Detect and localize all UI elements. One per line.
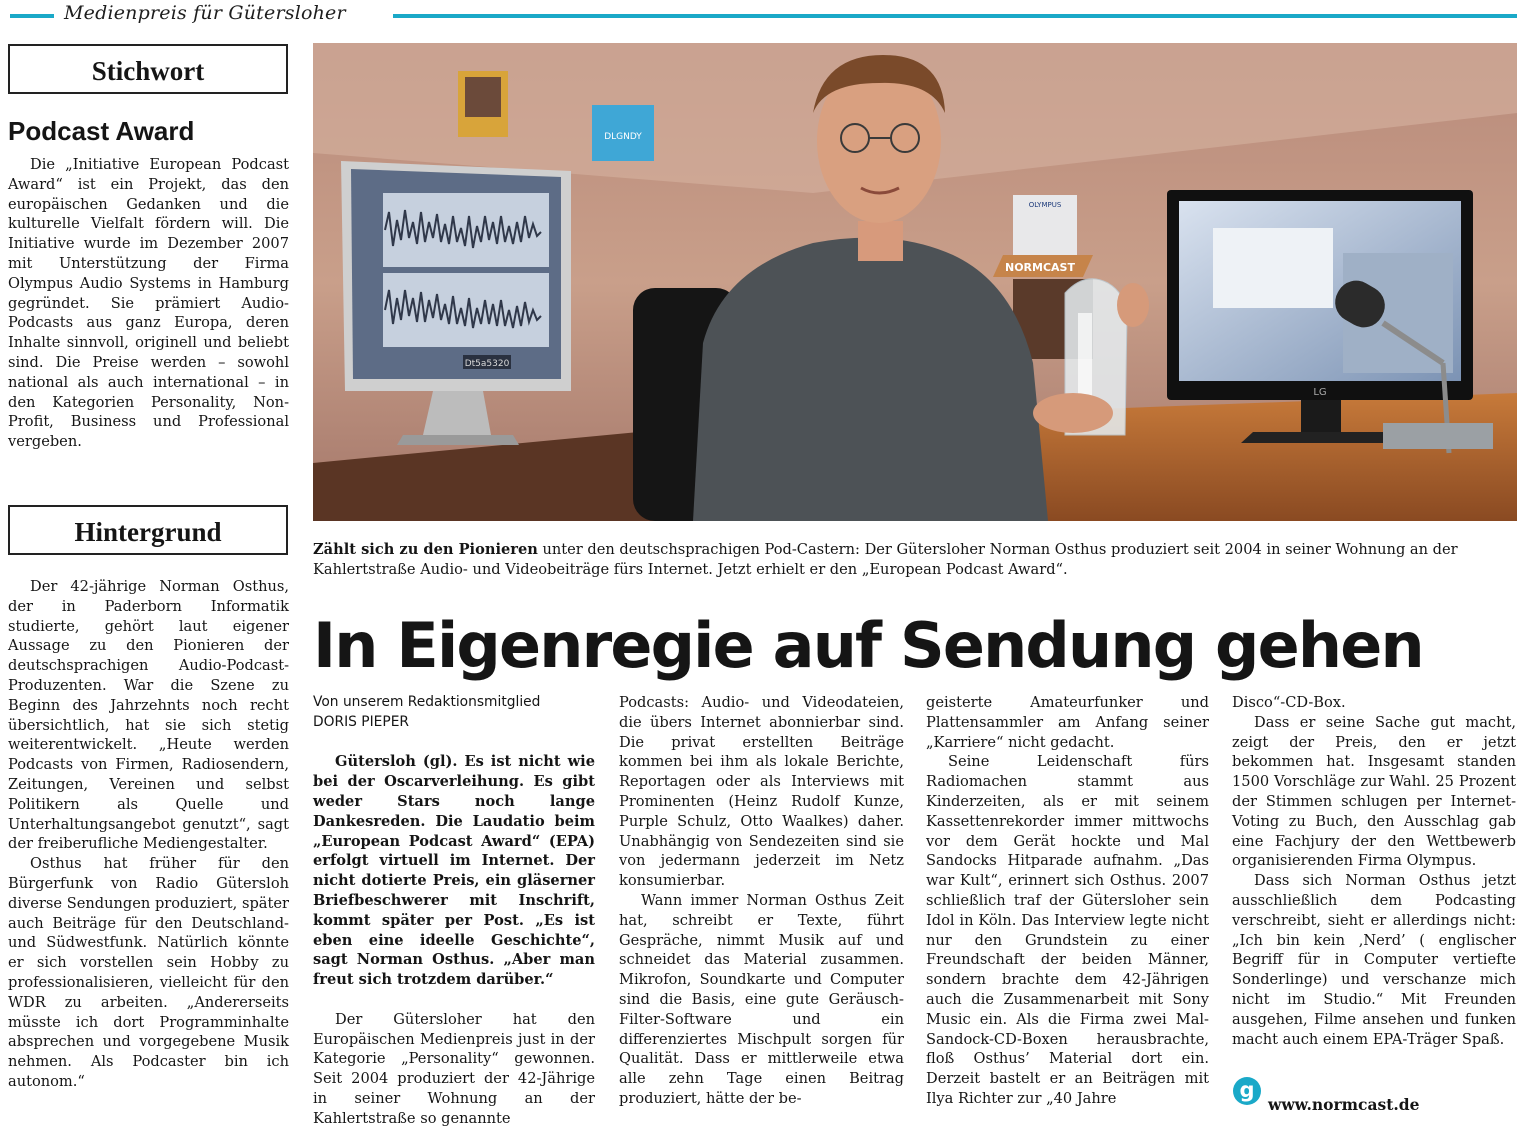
article-column-2 <box>619 693 904 1109</box>
podcast-award-title: Podcast Award <box>8 116 195 146</box>
article-headline: In Eigenregie auf Sendung gehen <box>313 609 1423 682</box>
article-column-3 <box>926 693 1209 1109</box>
monitor-left-label: Dt5a5320 <box>464 359 510 369</box>
byline-author: DORIS PIEPER <box>313 713 410 730</box>
caption-text: unter den deutschsprachigen Pod-Castern: Der Gütersloher Norman Osthus produziert seit 2004 in seiner Wohnung an der Kahlertstraße Audio- und Videobeiträge fürs Internet. Jetzt erhielt er den „European Podcast Award“. <box>313 541 1458 578</box>
stichwort-box: Stichwort <box>8 44 288 94</box>
caption-lead: Zählt sich zu den Pionieren <box>313 541 538 558</box>
byline-role: Von unserem Redaktionsmitglied <box>313 694 541 710</box>
article-paragraph: Seine Leidenschaft fürs Radiomachen stammt aus Kinderzeiten, als er mit seinem Kassettenrekorder immer mittwochs vor dem Gerät hockte und Mal Sandocks Hitparade aufnahm. „Das war Kult“, erinnert sich Osthus. 2007 schließlich traf der Gütersloher sein Idol in Köln. Das Interview legte nicht nur den Grundstein zu einer Freundschaft der beiden Männer, sondern brachte dem 42-Jährigen auch die Zusammenarbeit mit Sony Music ein. Als die Firma zwei Mal-Sandock-CD-Boxen herausbrachte, floß Osthus’ Material dort ein. Derzeit bastelt er an Beiträgen mit Ilya Richter zur „40 Jahre <box>926 753 1209 1107</box>
article-column-1 <box>313 693 595 1129</box>
poster-label: DLGNDY <box>604 132 642 142</box>
sign-label: NORMCAST <box>1005 261 1075 274</box>
article-paragraph: Dass sich Norman Osthus jetzt ausschließlich dem Podcasting verschreibt, sieht er allerdings nicht: „Ich bin kein ‚Nerd’ ( englischer Begriff für in Computer vertiefte Sonderlinge) und verschanze mich nicht im Studio.“ Mit Freunden ausgehen, Filme ansehen und funken macht auch einem EPA-Träger Spaß. <box>1232 872 1516 1048</box>
stichwort-text <box>8 155 289 452</box>
hintergrund-box: Hintergrund <box>8 505 288 555</box>
hintergrund-text <box>8 577 289 1092</box>
stichwort-paragraph: Die „Initiative European Podcast Award“ ist ein Projekt, das den europäischen Gedanken und die kulturelle Vielfalt fördern will. Die Initiative wurde im Dezember 2007 mit Unterstützung der Firma Olympus Audio Systems in Hamburg gegründet. Sie prämiert Audio-Podcasts aus ganz Europa, deren Inhalte sinnvoll, originell und beliebt sind. Die Preise werden – sowohl national als auch international – in den Kategorien Personality, Non-Profit, Business und Professional vergeben. <box>8 156 289 451</box>
gl-logo-icon: g <box>1233 1077 1261 1105</box>
section-kicker: Medienpreis für Gütersloher <box>64 2 346 24</box>
website-link[interactable]: www.normcast.de <box>1268 1095 1420 1114</box>
article-paragraph: Wann immer Norman Osthus Zeit hat, schreibt er Texte, führt Gespräche, nimmt Musik auf und schneidet das Material zusammen. Mikrofon, Soundkarte und Computer sind die Basis, eine gute Geräusch-Filter-Software und ein differenziertes Mischpult sorgen für Qualität. Dass er mittlerweile etwa alle zehn Tage einen Beitrag produziert, hätte der be- <box>619 891 904 1107</box>
photo-caption <box>313 540 1517 580</box>
hintergrund-paragraph-2: Osthus hat früher für den Bürgerfunk von Radio Gütersloh diverse Sendungen produziert, später auch Beiträge für den Deutschland- und Südwestfunk. Natürlich könnte er sich vorstellen sein Hobby zu professionalisieren, vielleicht für den WDR zu arbeiten. „Andererseits müsste ich dort Programminhalte absprechen und vorgegebene Musik nehmen. Als Podcaster bin ich autonom.“ <box>8 855 289 1090</box>
article-paragraph: Disco“-CD-Box. <box>1232 694 1346 711</box>
box-label: OLYMPUS <box>1028 201 1062 209</box>
header-rule-left <box>10 14 54 18</box>
hintergrund-paragraph-1: Der 42-jährige Norman Osthus, der in Paderborn Informatik studierte, gehört laut eigener Aussage zu den Pionieren der deutschsprachigen Audio-Podcast-Produzenten. War die Szene zu Beginn des Jahrzehnts noch recht übersichtlich, hat sie sich stetig weiterentwickelt. „Heute werden Podcasts von Firmen, Radiosendern, Zeitungen, Vereinen und selbst Politikern als Quelle und Unterhaltungsangebot genutzt“, sagt der freiberufliche Mediengestalter. <box>8 578 289 853</box>
article-photo <box>313 43 1517 521</box>
article-paragraph: Dass er seine Sache gut macht, zeigt der Preis, den er jetzt bekommen hat. Insgesamt standen 1500 Vorschläge zur Wahl. 25 Prozent der Stimmen schlugen per Internet-Voting zu Buch, den Ausschlag gab eine Fachjury der den Wettbewerb organisierenden Firma Olympus. <box>1232 713 1516 870</box>
article-lead: Gütersloh (gl). Es ist nicht wie bei der Oscarverleihung. Es gibt weder Stars noch lange Dankesreden. Die Laudatio beim „European Podcast Award“ (EPA) erfolgt virtuell im Internet. Der nicht dotierte Preis, ein gläserner Briefbeschwerer mit Inschrift, kommt später per Post. „Es ist eben eine ideelle Geschichte“, sagt Norman Osthus. „Aber man freut sich trotzdem darüber.“ <box>313 753 595 989</box>
article-paragraph: Der Gütersloher hat den Europäischen Medienpreis just in der Kategorie „Personality“ gewonnen. Seit 2004 produziert der 42-Jährige in seiner Wohnung an der Kahlertstraße so genannte <box>313 1010 595 1127</box>
article-paragraph: Podcasts: Audio- und Videodateien, die übers Internet abonnierbar sind. Die privat erstellten Beiträge kommen bei ihm als lokale Berichte, Reportagen oder als Interviews mit Prominenten (Heinz Rudolf Kunze, Purple Schulz, Otto Waalkes) daher. Unabhängig von Sendezeiten sind sie von jedermann jederzeit im Netz konsumierbar. <box>619 694 904 890</box>
monitor-right-brand: LG <box>1313 387 1327 398</box>
article-paragraph: geisterte Amateurfunker und Plattensammler am Anfang seiner „Karriere“ nicht gedacht. <box>926 694 1209 751</box>
article-column-4 <box>1232 693 1516 1049</box>
header-rule-right <box>393 14 1517 18</box>
